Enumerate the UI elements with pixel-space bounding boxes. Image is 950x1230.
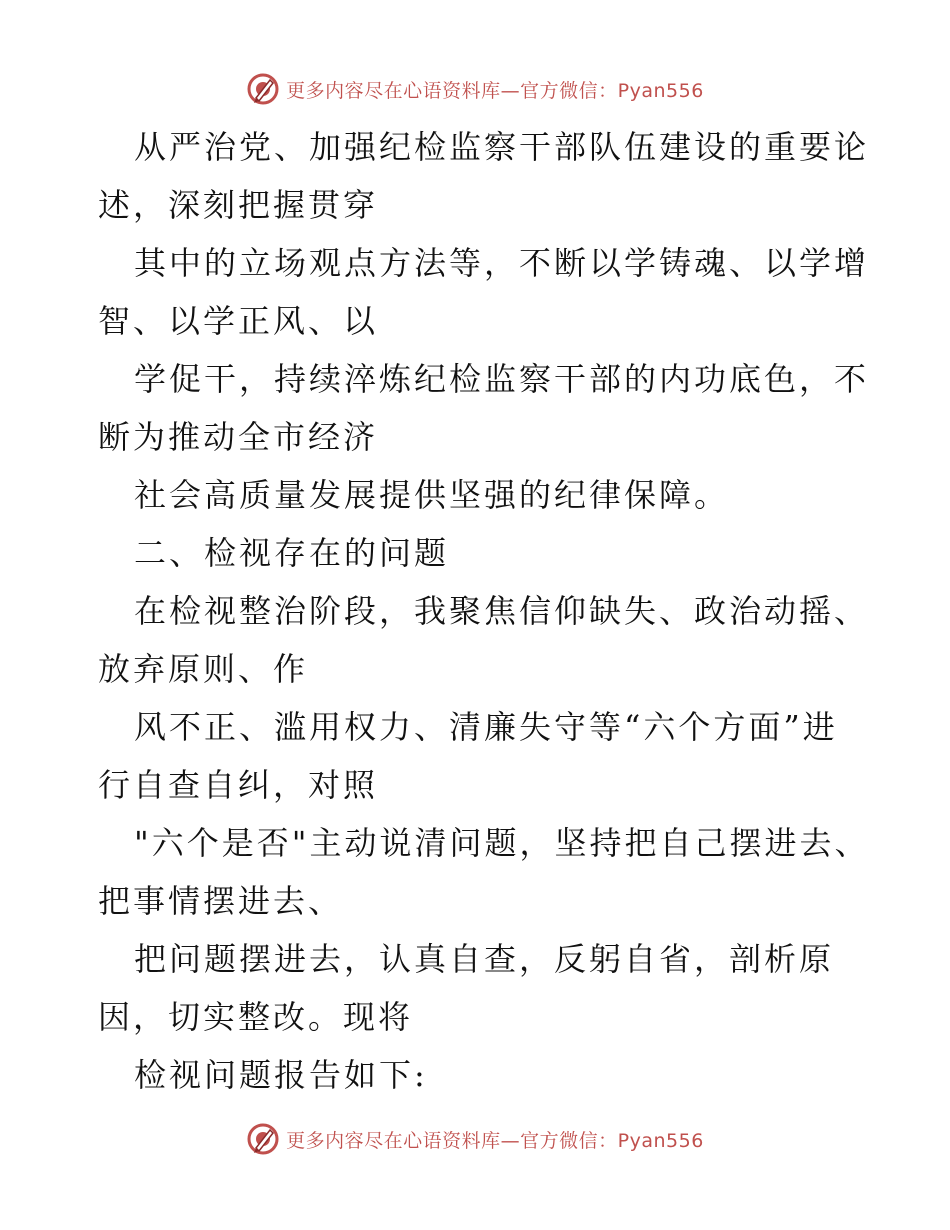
- watermark-text: [286, 1126, 704, 1153]
- text-line: 二、检视存在的问题: [134, 534, 450, 572]
- watermark-text: [286, 76, 704, 103]
- pen-logo-icon: [246, 72, 280, 106]
- text-line: 把事情摆进去、: [98, 882, 344, 920]
- text-line: 其中的立场观点方法等，不断以学铸魂、以学增: [134, 244, 870, 282]
- watermark-main-text: 更多内容尽在心语资料库: [286, 79, 501, 102]
- text-line: 学促干，持续淬炼纪检监察干部的内功底色，不: [134, 360, 870, 398]
- text-line: 行自查自纠，对照: [98, 766, 379, 804]
- text-line: 放弃原则、作: [98, 650, 309, 688]
- text-line: 述，深刻把握贯穿: [98, 186, 379, 224]
- text-line: 因，切实整改。现将: [98, 998, 414, 1036]
- text-line: 从严治党、加强纪检监察干部队伍建设的重要论: [134, 128, 870, 166]
- watermark-separator: —: [500, 1129, 521, 1152]
- watermark-contact-text: 官方微信：Pyan556: [520, 79, 704, 102]
- text-line: 智、以学正风、以: [98, 302, 379, 340]
- text-line: 把问题摆进去，认真自查，反躬自省，剖析原: [134, 940, 835, 978]
- text-line: 在检视整治阶段，我聚焦信仰缺失、政治动摇、: [134, 592, 870, 630]
- text-line: 风不正、滥用权力、清廉失守等“六个方面”进: [134, 708, 838, 746]
- watermark-contact-text: 官方微信：Pyan556: [520, 1129, 704, 1152]
- text-line: 社会高质量发展提供坚强的纪律保障。: [134, 476, 730, 514]
- text-line: 断为推动全市经济: [98, 418, 379, 456]
- watermark-separator: —: [500, 79, 521, 102]
- watermark-main-text: 更多内容尽在心语资料库: [286, 1129, 501, 1152]
- document-body: [98, 118, 870, 1104]
- header-watermark: [0, 72, 950, 106]
- text-line: "六个是否"主动说清问题，坚持把自己摆进去、: [134, 824, 870, 862]
- pen-logo-icon: [246, 1122, 280, 1156]
- text-line: 检视问题报告如下:: [134, 1056, 428, 1094]
- footer-watermark: [0, 1122, 950, 1156]
